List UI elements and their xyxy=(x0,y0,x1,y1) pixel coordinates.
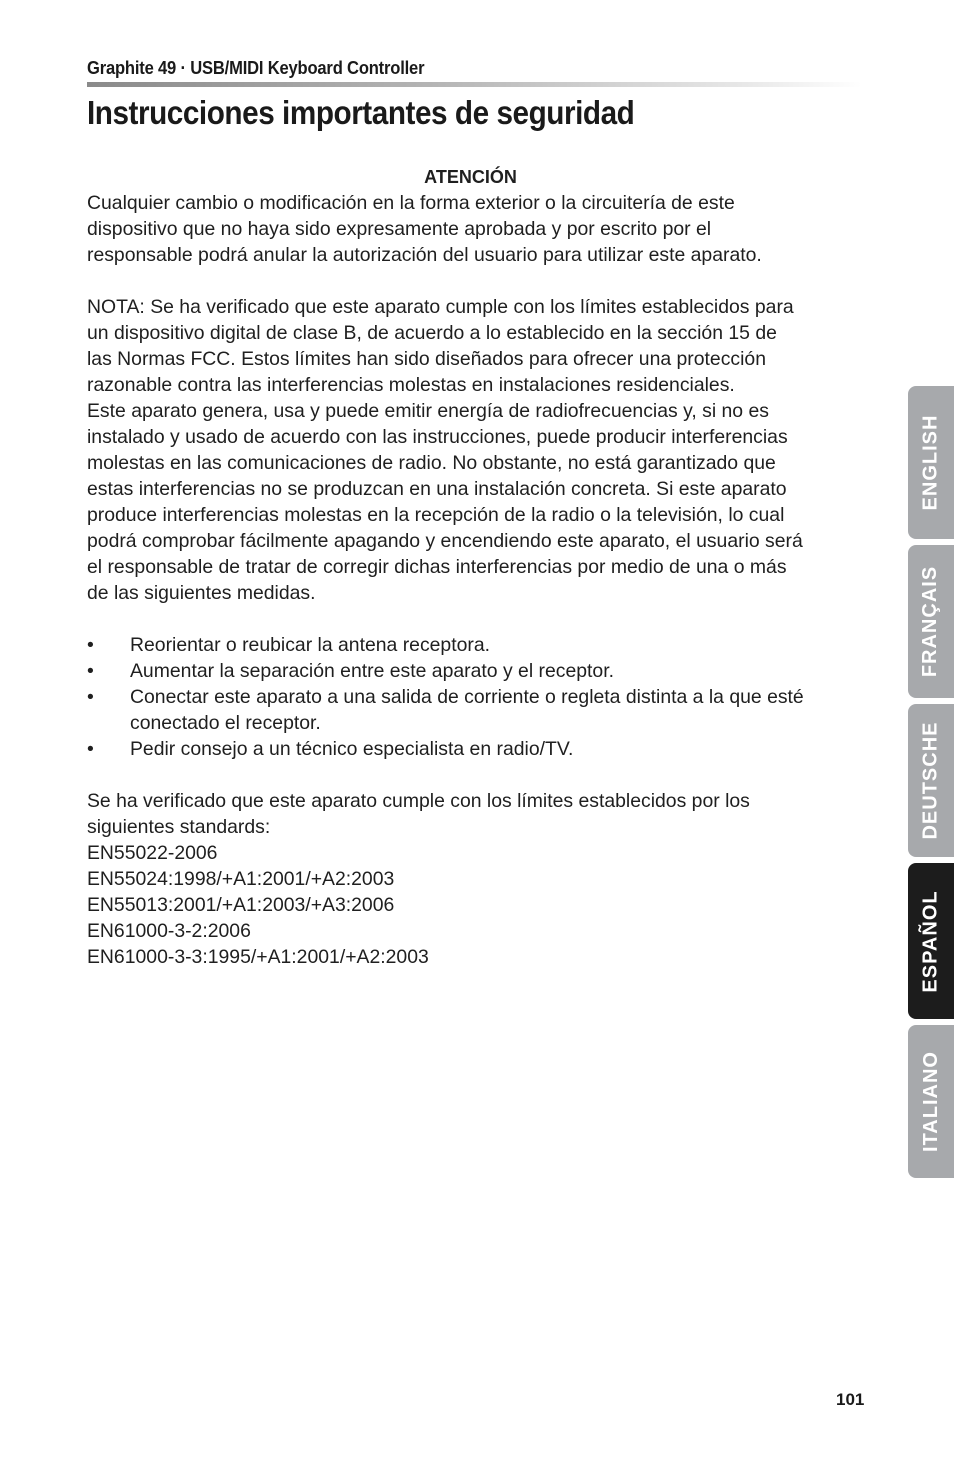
standard-item: EN61000-3-2:2006 xyxy=(87,920,251,942)
standard-item: EN55024:1998/+A1:2001/+A2:2003 xyxy=(87,868,395,890)
list-item-line: Pedir consejo a un técnico especialista en radio/TV. xyxy=(130,738,574,760)
tab-english[interactable] xyxy=(908,386,954,539)
note-line: las Normas FCC. Estos límites han sido diseñados para ofrecer una protección xyxy=(87,348,766,370)
note-line: estas interferencias no se produzcan en una instalación concreta. Si este aparato xyxy=(87,478,787,500)
note-line: instalado y usado de acuerdo con las instrucciones, puede producir interferencias xyxy=(87,426,788,448)
note-line: el responsable de tratar de corregir dichas interferencias por medio de una o más xyxy=(87,556,787,578)
tab-label: DEUTSCHE xyxy=(919,721,942,840)
note-line: de las siguientes medidas. xyxy=(87,582,316,604)
list-item-line: conectado el receptor. xyxy=(130,712,321,734)
measures-list xyxy=(87,632,872,762)
attention-line: Cualquier cambio o modificación en la forma exterior o la circuitería de este xyxy=(87,192,735,214)
page-title: Instrucciones importantes de seguridad xyxy=(87,94,635,131)
attention-line: dispositivo que no haya sido expresamente aprobada y por escrito por el xyxy=(87,218,712,240)
tab-espanol[interactable] xyxy=(908,863,954,1019)
note-line: molestas en las comunicaciones de radio. No obstante, no está garantizado que xyxy=(87,452,776,474)
note-line: NOTA: Se ha verificado que este aparato cumple con los límites establecidos para xyxy=(87,296,794,318)
header-divider xyxy=(87,82,862,87)
note-line: Este aparato genera, usa y puede emitir energía de radiofrecuencias y, si no es xyxy=(87,400,769,422)
list-item-line: Aumentar la separación entre este aparato y el receptor. xyxy=(130,660,614,682)
attention-heading: ATENCIÓN xyxy=(424,167,517,187)
list-item xyxy=(87,736,872,762)
paragraph-gap xyxy=(87,606,872,632)
list-item xyxy=(87,684,872,736)
standard-item: EN55013:2001/+A1:2003/+A3:2006 xyxy=(87,894,395,916)
tab-label: ENGLISH xyxy=(919,414,942,511)
note-paragraph xyxy=(87,294,872,606)
main-content xyxy=(87,164,872,970)
header-product-title: Graphite 49 · USB/MIDI Keyboard Controller xyxy=(87,58,425,78)
tab-italiano[interactable] xyxy=(908,1025,954,1178)
note-line: un dispositivo digital de clase B, de acuerdo a lo establecido en la sección 15 de xyxy=(87,322,777,344)
compliance-line: Se ha verificado que este aparato cumple con los límites establecidos por los xyxy=(87,790,750,812)
attention-line: responsable podrá anular la autorización del usuario para utilizar este aparato. xyxy=(87,244,762,266)
attention-paragraph xyxy=(87,190,872,268)
standard-item: EN61000-3-3:1995/+A1:2001/+A2:2003 xyxy=(87,946,429,968)
list-item xyxy=(87,658,872,684)
paragraph-gap xyxy=(87,268,872,294)
bullet-icon: • xyxy=(87,738,94,760)
paragraph-gap xyxy=(87,762,872,788)
compliance-line: siguientes standards: xyxy=(87,816,271,838)
standard-item: EN55022-2006 xyxy=(87,842,218,864)
tab-label: ITALIANO xyxy=(919,1051,942,1152)
tab-deutsche[interactable] xyxy=(908,704,954,857)
tab-label: FRANÇAIS xyxy=(919,565,942,678)
tab-francais[interactable] xyxy=(908,545,954,698)
bullet-icon: • xyxy=(87,686,94,708)
list-item-line: Reorientar o reubicar la antena receptora. xyxy=(130,634,491,656)
note-line: razonable contra las interferencias molestas en instalaciones residenciales. xyxy=(87,374,735,396)
note-line: produce interferencias molestas en la recepción de la radio o la televisión, lo cual xyxy=(87,504,785,526)
page-number: 101 xyxy=(836,1390,865,1409)
tab-label: ESPAÑOL xyxy=(919,889,942,993)
note-line: podrá comprobar fácilmente apagando y encendiendo este aparato, el usuario será xyxy=(87,530,803,552)
bullet-icon: • xyxy=(87,634,94,656)
bullet-icon: • xyxy=(87,660,94,682)
list-item xyxy=(87,632,872,658)
list-item-line: Conectar este aparato a una salida de corriente o regleta distinta a la que esté xyxy=(130,686,804,708)
compliance-paragraph xyxy=(87,788,872,840)
standards-list xyxy=(87,840,872,970)
